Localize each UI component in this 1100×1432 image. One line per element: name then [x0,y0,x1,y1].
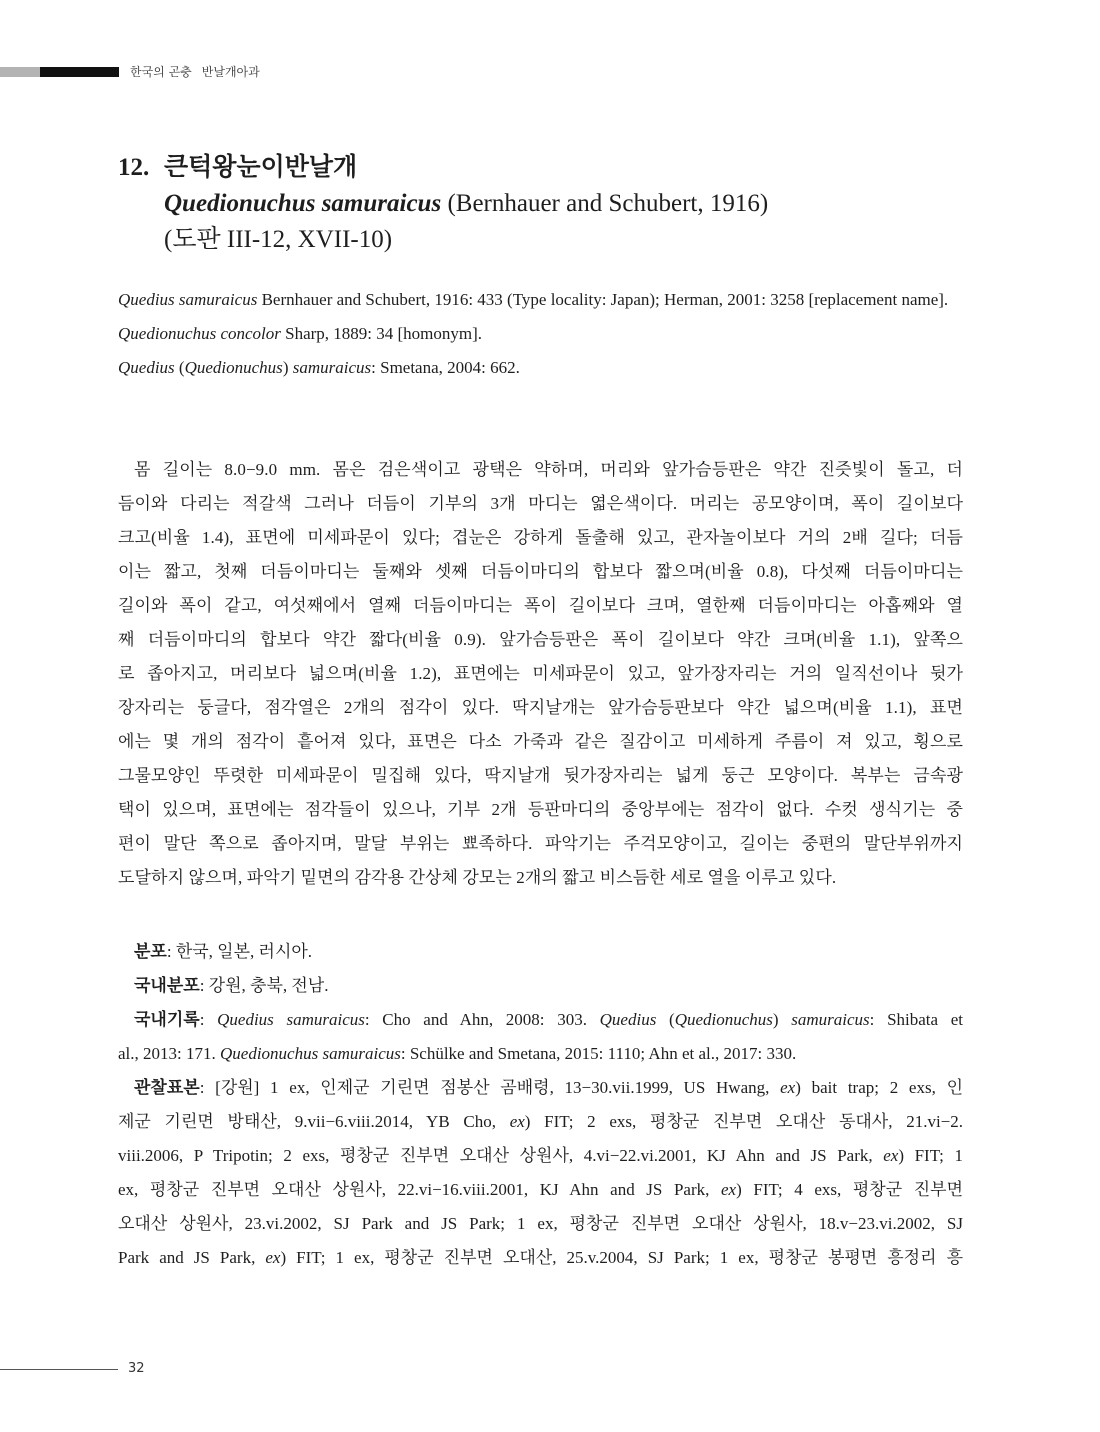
specimens-line [118,1071,963,1105]
domestic-records-line: 국내기록: Quedius samuraicus: Cho and Ahn, 2008: 303. Quedius (Quedionuchus) samuraicus: Shibata et [134,1010,964,1029]
scientific-name-line [164,186,978,222]
scientific-name: Quedionuchus samuraicus [164,190,442,217]
specimens-label: 관찰표본 [134,1078,200,1097]
synonym-name: Quedius samuraicus [118,290,258,309]
domestic-distribution [118,969,963,1003]
specimen-text: ) bait trap; 2 exs, 인 [795,1078,963,1097]
specimens-line: 오대산 상원사, 23.vi.2002, SJ Park and JS Park; 1 ex, 평창군 진부면 오대산 상원사, 18.v−23.vi.2002, SJ [118,1214,963,1233]
synonym-entry [118,283,963,317]
specimens-line [118,1139,963,1173]
specimen-text: viii.2006, P Tripotin; 2 exs, 평창군 진부면 오대산 상원사, 4.vi−22.vi.2001, KJ Ahn and JS Park, [118,1146,884,1165]
specimen-text: 제군 기린면 방태산, 9.vii−6.viii.2014, YB Cho, [118,1112,510,1131]
header-bar-gray [0,67,40,77]
domestic-records-label: 국내기록 [134,1010,200,1029]
synonym-name: Quedionuchus concolor [118,324,281,343]
distribution [118,935,963,969]
korean-name: 큰턱왕눈이반날개 [164,154,358,181]
description-line: 째 더듬이마디의 합보다 약간 짧다(비율 0.9). 앞가슴등판은 폭이 길이보다 약간 크며(비율 1.1), 앞쪽으 [118,630,963,649]
specimen-ex: ex [721,1180,737,1199]
specimen-text: : [강원] 1 ex, 인제군 기린면 점봉산 곰배령, 13−30.vii.1999, US Hwang, [199,1078,781,1097]
synonym-entry [118,317,963,351]
specimen-text: ) FIT; 1 [898,1146,963,1165]
description-line: 듬이와 다리는 적갈색 그러나 더듬이 기부의 3개 마디는 엷은색이다. 머리는 공모양이며, 폭이 길이보다 [118,494,963,513]
section-title: 반날개아과 [201,65,260,79]
specimen-text: ) FIT; 1 ex, 평창군 진부면 오대산, 25.v.2004, SJ Park; 1 ex, 평창군 봉평면 흥정리 흥 [280,1248,963,1267]
record-citation: : Schülke and Smetana, 2015: 1110; Ahn et al., 2017: 330. [400,1044,797,1063]
synonym-citation: Sharp, 1889: 34 [homonym]. [280,324,483,343]
description-paragraph [118,453,963,895]
distribution-label: 분포 [134,942,167,961]
domestic-distribution-label: 국내분포 [134,976,200,995]
record-subgenus: Quedionuchus [674,1010,773,1029]
specimen-text: ex, 평창군 진부면 오대산 상원사, 22.vi−16.viii.2001, KJ Ahn and JS Park, [118,1180,721,1199]
specimens-line [118,1105,963,1139]
description-line: 몸 길이는 8.0−9.0 mm. 몸은 검은색이고 광택은 약하며, 머리와 앞가슴등판은 약간 진즛빛이 돌고, 더 [134,460,963,479]
description-line: 이는 짧고, 첫째 더듬이마디는 둘째와 셋째 더듬이마디의 합보다 짧으며(비율 0.8), 다섯째 더듬이마디는 [118,562,963,581]
specimen-text: ) FIT; 4 exs, 평창군 진부면 [736,1180,964,1199]
record-species: samuraicus [791,1010,870,1029]
description-line: 장자리는 둥글다, 점각열은 2개의 점각이 있다. 딱지날개는 앞가슴등판보다 약간 넓으며(비율 1.1), 표면 [118,698,963,717]
species-number: 12. [118,154,150,181]
species-title-line [118,150,978,186]
domestic-records-line [118,1037,963,1071]
specimen-ex: ex [265,1248,281,1267]
description-line: 길이와 폭이 같고, 여섯째에서 열째 더듬이마디는 폭이 길이보다 크며, 열한째 더듬이마디는 아홉째와 열 [118,596,963,615]
description-line: 택이 있으며, 표면에는 점각들이 있으나, 기부 2개 등판마디의 중앙부에는 점각이 없다. 수컷 생식기는 중 [118,800,963,819]
record-genus: Quedius [599,1010,657,1029]
synonym-subgenus: Quedionuchus [184,358,283,377]
synonym-entry: Quedius (Quedionuchus) samuraicus: Smetana, 2004: 662. [118,358,520,377]
specimen-text: Park and JS Park, [118,1248,266,1267]
plate-reference: (도판 III-12, XVII-10) [164,226,393,253]
distribution-value: : 한국, 일본, 러시아. [166,942,313,961]
description-line: 크고(비율 1.4), 표면에 미세파문이 있다; 겹눈은 강하게 돌출해 있고, 관자놀이보다 거의 2배 길다; 더듬 [118,528,963,547]
authority: (Bernhauer and Schubert, 1916) [447,190,769,217]
record-citation: : Shibata et [869,1010,964,1029]
synonym-genus: Quedius [118,358,175,377]
record-citation: : Cho and Ahn, 2008: 303. [364,1010,600,1029]
header-bar-black [40,67,119,77]
domestic-distribution-value: : 강원, 충북, 전남. [199,976,329,995]
running-header [130,63,260,81]
synonym-citation: Bernhauer and Schubert, 1916: 433 (Type locality: Japan); Herman, 2001: 3258 [replacement name]. [257,290,949,309]
specimen-ex: ex [780,1078,796,1097]
description-line: 에는 몇 개의 점각이 흩어져 있다, 표면은 다소 가죽과 같은 질감이고 미세하게 주름이 져 있고, 횡으로 [118,732,963,751]
description-line: 로 좁아지고, 머리보다 넓으며(비율 1.2), 표면에는 미세파문이 있고, 앞가장자리는 거의 일직선이나 뒷가 [118,664,963,683]
specimens-line [118,1241,963,1275]
specimen-ex: ex [509,1112,525,1131]
record-citation: al., 2013: 171. [118,1044,220,1063]
records-section [118,935,963,1275]
record-taxon: Quedionuchus samuraicus [220,1044,401,1063]
description-line: 도달하지 않으며, 파악기 밑면의 감각용 간상체 강모는 2개의 짧고 비스듬한 세로 열을 이루고 있다. [118,868,837,887]
footer-rule [0,1369,118,1370]
synonym-species: samuraicus [292,358,372,377]
description-line: 편이 말단 쪽으로 좁아지며, 말달 부위는 뾰족하다. 파악기는 주걱모양이고, 길이는 중편의 말단부위까지 [118,834,963,853]
species-heading [118,150,978,258]
specimen-text: ) FIT; 2 exs, 평창군 진부면 오대산 동대사, 21.vi−2. [524,1112,964,1131]
specimen-ex: ex [883,1146,899,1165]
synonym-list [118,283,963,385]
description-line: 그물모양인 뚜렷한 미세파문이 밀집해 있다, 딱지날개 뒷가장자리는 넓게 둥근 모양이다. 복부는 금속광 [118,766,963,785]
record-taxon: Quedius samuraicus [217,1010,365,1029]
synonym-citation: : Smetana, 2004: 662. [371,358,520,377]
page-number: 32 [128,1361,145,1376]
book-title: 한국의 곤충 [130,65,192,79]
specimens-line [118,1173,963,1207]
